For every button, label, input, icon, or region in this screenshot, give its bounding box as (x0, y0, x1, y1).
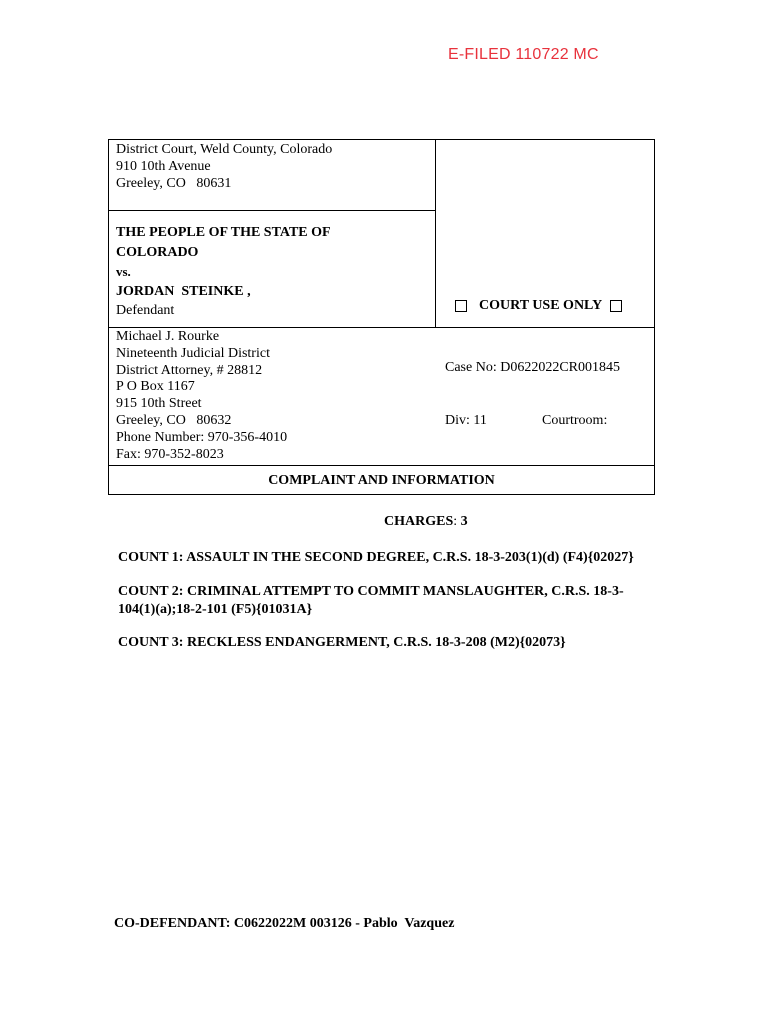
court-address-block (116, 141, 332, 192)
count-1-line-1: COUNT 1: ASSAULT IN THE SECOND DEGREE, C.R.S. 18-3-203(1)(d) (F4){02027} (118, 550, 634, 565)
charges-count: 3 (460, 514, 468, 529)
caption-table (108, 139, 655, 495)
count-3-line-1: COUNT 3: RECKLESS ENDANGERMENT, C.R.S. 18-3-208 (M2){02073} (118, 635, 566, 650)
court-use-only-label: COURT USE ONLY (479, 298, 603, 313)
attorney-name: Michael J. Rourke (116, 329, 220, 344)
plaintiff-line-1: THE PEOPLE OF THE STATE OF (116, 225, 331, 240)
attorney-city: Greeley, CO 80632 (116, 412, 232, 428)
count-2-line-2: 104(1)(a);18-2-101 (F5){01031A} (118, 602, 313, 617)
co-defendant: CO-DEFENDANT: C0622022M 003126 - Pablo Vazquez (114, 916, 455, 931)
versus: vs. (116, 264, 131, 279)
caption-divider-2 (109, 327, 654, 328)
attorney-po-box: P O Box 1167 (116, 379, 195, 395)
attorney-district: Nineteenth Judicial District (116, 345, 270, 361)
court-city: Greeley, CO 80631 (116, 176, 232, 191)
count-3 (118, 634, 678, 652)
attorney-fax: Fax: 970-352-8023 (116, 446, 224, 462)
charges-label: CHARGES (384, 514, 454, 529)
count-2-line-1: COUNT 2: CRIMINAL ATTEMPT TO COMMIT MANSLAUGHTER, C.R.S. 18-3- (118, 584, 624, 599)
attorney-phone: Phone Number: 970-356-4010 (116, 429, 288, 445)
division: Div: 11 (445, 413, 487, 428)
court-street: 910 10th Avenue (116, 159, 211, 174)
court-name: District Court, Weld County, Colorado (116, 142, 333, 157)
defendant-name: JORDAN STEINKE , (116, 283, 251, 299)
caption-divider-vertical (435, 140, 436, 327)
court-use-only (455, 298, 622, 314)
plaintiff-line-2: COLORADO (116, 244, 199, 260)
defendant-label: Defendant (116, 303, 175, 318)
charges-separator: : (453, 514, 461, 529)
caption-divider-3 (109, 465, 654, 466)
checkbox-icon (455, 300, 467, 312)
case-number: Case No: D0622022CR001845 (445, 360, 620, 375)
count-1 (118, 549, 678, 567)
checkbox-icon (610, 300, 622, 312)
document-title: COMPLAINT AND INFORMATION (268, 473, 495, 488)
count-2 (118, 583, 678, 619)
attorney-block (116, 329, 287, 463)
parties-block (116, 223, 331, 321)
caption-divider-1 (109, 210, 435, 211)
efiled-stamp: E-FILED 110722 MC (448, 46, 599, 63)
attorney-street: 915 10th Street (116, 396, 202, 412)
attorney-title: District Attorney, # 28812 (116, 362, 263, 378)
charges-heading (384, 514, 468, 530)
courtroom: Courtroom: (542, 413, 608, 428)
